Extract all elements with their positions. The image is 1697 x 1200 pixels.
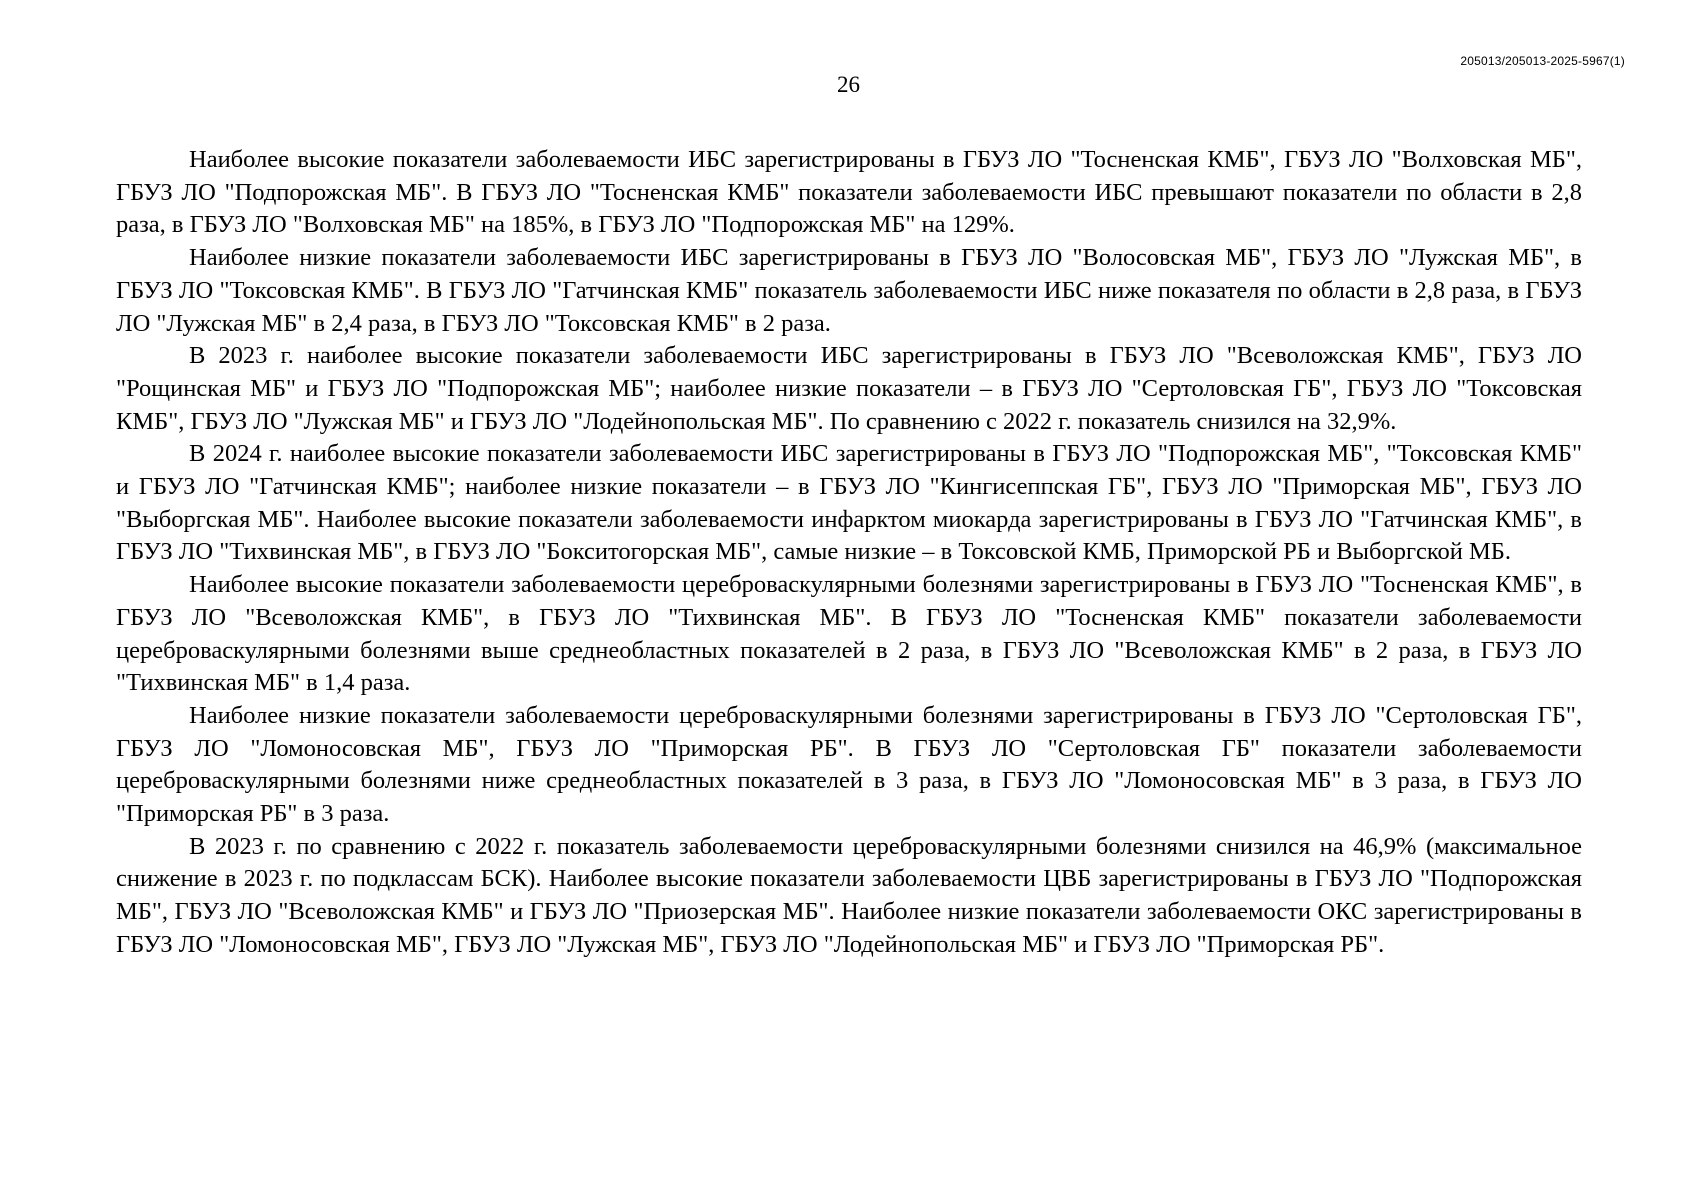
- paragraph-ibs-highest: Наиболее высокие показатели заболеваемости ИБС зарегистрированы в ГБУЗ ЛО "Тосненская КМБ", ГБУЗ ЛО "Волховская МБ", ГБУЗ ЛО "Подпорожская МБ". В ГБУЗ ЛО "Тосненская КМБ" показатели заболеваемости ИБС превышают показатели по области в 2,8 раза, в ГБУЗ ЛО "Волховская МБ" на 185%, в ГБУЗ ЛО "Подпорожская МБ" на 129%.: [116, 146, 1582, 239]
- document-body: [116, 144, 1582, 962]
- page-number: 26: [837, 72, 860, 97]
- paragraph-cvd-2023: В 2023 г. по сравнению с 2022 г. показатель заболеваемости цереброваскулярными болезнями снизился на 46,9% (максимальное снижение в 2023 г. по подклассам БСК). Наиболее высокие показатели заболеваемости ЦВБ зарегистрированы в ГБУЗ ЛО "Подпорожская МБ", ГБУЗ ЛО "Всеволожская КМБ" и ГБУЗ ЛО "Приозерская МБ". Наиболее низкие показатели заболеваемости ОКС зарегистрированы в ГБУЗ ЛО "Ломоносовская МБ", ГБУЗ ЛО "Лужская МБ", ГБУЗ ЛО "Лодейнопольская МБ" и ГБУЗ ЛО "Приморская РБ".: [116, 832, 1582, 958]
- paragraph-cvd-highest: Наиболее высокие показатели заболеваемости цереброваскулярными болезнями зарегистрированы в ГБУЗ ЛО "Тосненская КМБ", в ГБУЗ ЛО "Всеволожская КМБ", в ГБУЗ ЛО "Тихвинская МБ". В ГБУЗ ЛО "Тосненская КМБ" показатели заболеваемости цереброваскулярными болезнями выше среднеобластных показателей в 2 раза, в ГБУЗ ЛО "Всеволожская КМБ" в 2 раза, в ГБУЗ ЛО "Тихвинская МБ" в 1,4 раза.: [116, 571, 1582, 697]
- paragraph-ibs-lowest: Наиболее низкие показатели заболеваемости ИБС зарегистрированы в ГБУЗ ЛО "Волосовская МБ", ГБУЗ ЛО "Лужская МБ", в ГБУЗ ЛО "Токсовская КМБ". В ГБУЗ ЛО "Гатчинская КМБ" показатель заболеваемости ИБС ниже показателя по области в 2,8 раза, в ГБУЗ ЛО "Лужская МБ" в 2,4 раза, в ГБУЗ ЛО "Токсовская КМБ" в 2 раза.: [116, 244, 1582, 337]
- paragraph-cvd-lowest: Наиболее низкие показатели заболеваемости цереброваскулярными болезнями зарегистрированы в ГБУЗ ЛО "Сертоловская ГБ", ГБУЗ ЛО "Ломоносовская МБ", ГБУЗ ЛО "Приморская РБ". В ГБУЗ ЛО "Сертоловская ГБ" показатели заболеваемости цереброваскулярными болезнями ниже среднеобластных показателей в 3 раза, в ГБУЗ ЛО "Ломоносовская МБ" в 3 раза, в ГБУЗ ЛО "Приморская РБ" в 3 раза.: [116, 701, 1582, 828]
- paragraph-ibs-2023: В 2023 г. наиболее высокие показатели заболеваемости ИБС зарегистрированы в ГБУЗ ЛО "Всеволожская КМБ", ГБУЗ ЛО "Рощинская МБ" и ГБУЗ ЛО "Подпорожская МБ"; наиболее низкие показатели – в ГБУЗ ЛО "Сертоловская ГБ", ГБУЗ ЛО "Токсовская КМБ", ГБУЗ ЛО "Лужская МБ" и ГБУЗ ЛО "Лодейнопольская МБ". По сравнению с 2022 г. показатель снизился на 32,9%.: [116, 342, 1582, 435]
- paragraph-ibs-2024: В 2024 г. наиболее высокие показатели заболеваемости ИБС зарегистрированы в ГБУЗ ЛО "Подпорожская МБ", "Токсовская КМБ" и ГБУЗ ЛО "Гатчинская КМБ"; наиболее низкие показатели – в ГБУЗ ЛО "Кингисеппская ГБ", ГБУЗ ЛО "Приморская МБ", ГБУЗ ЛО "Выборгская МБ". Наиболее высокие показатели заболеваемости инфарктом миокарда зарегистрированы в ГБУЗ ЛО "Гатчинская КМБ", в ГБУЗ ЛО "Тихвинская МБ", в ГБУЗ ЛО "Бокситогорская МБ", самые низкие – в Токсовской КМБ, Приморской РБ и Выборгской МБ.: [116, 440, 1582, 566]
- document-id: 205013/205013-2025-5967(1): [1460, 54, 1625, 68]
